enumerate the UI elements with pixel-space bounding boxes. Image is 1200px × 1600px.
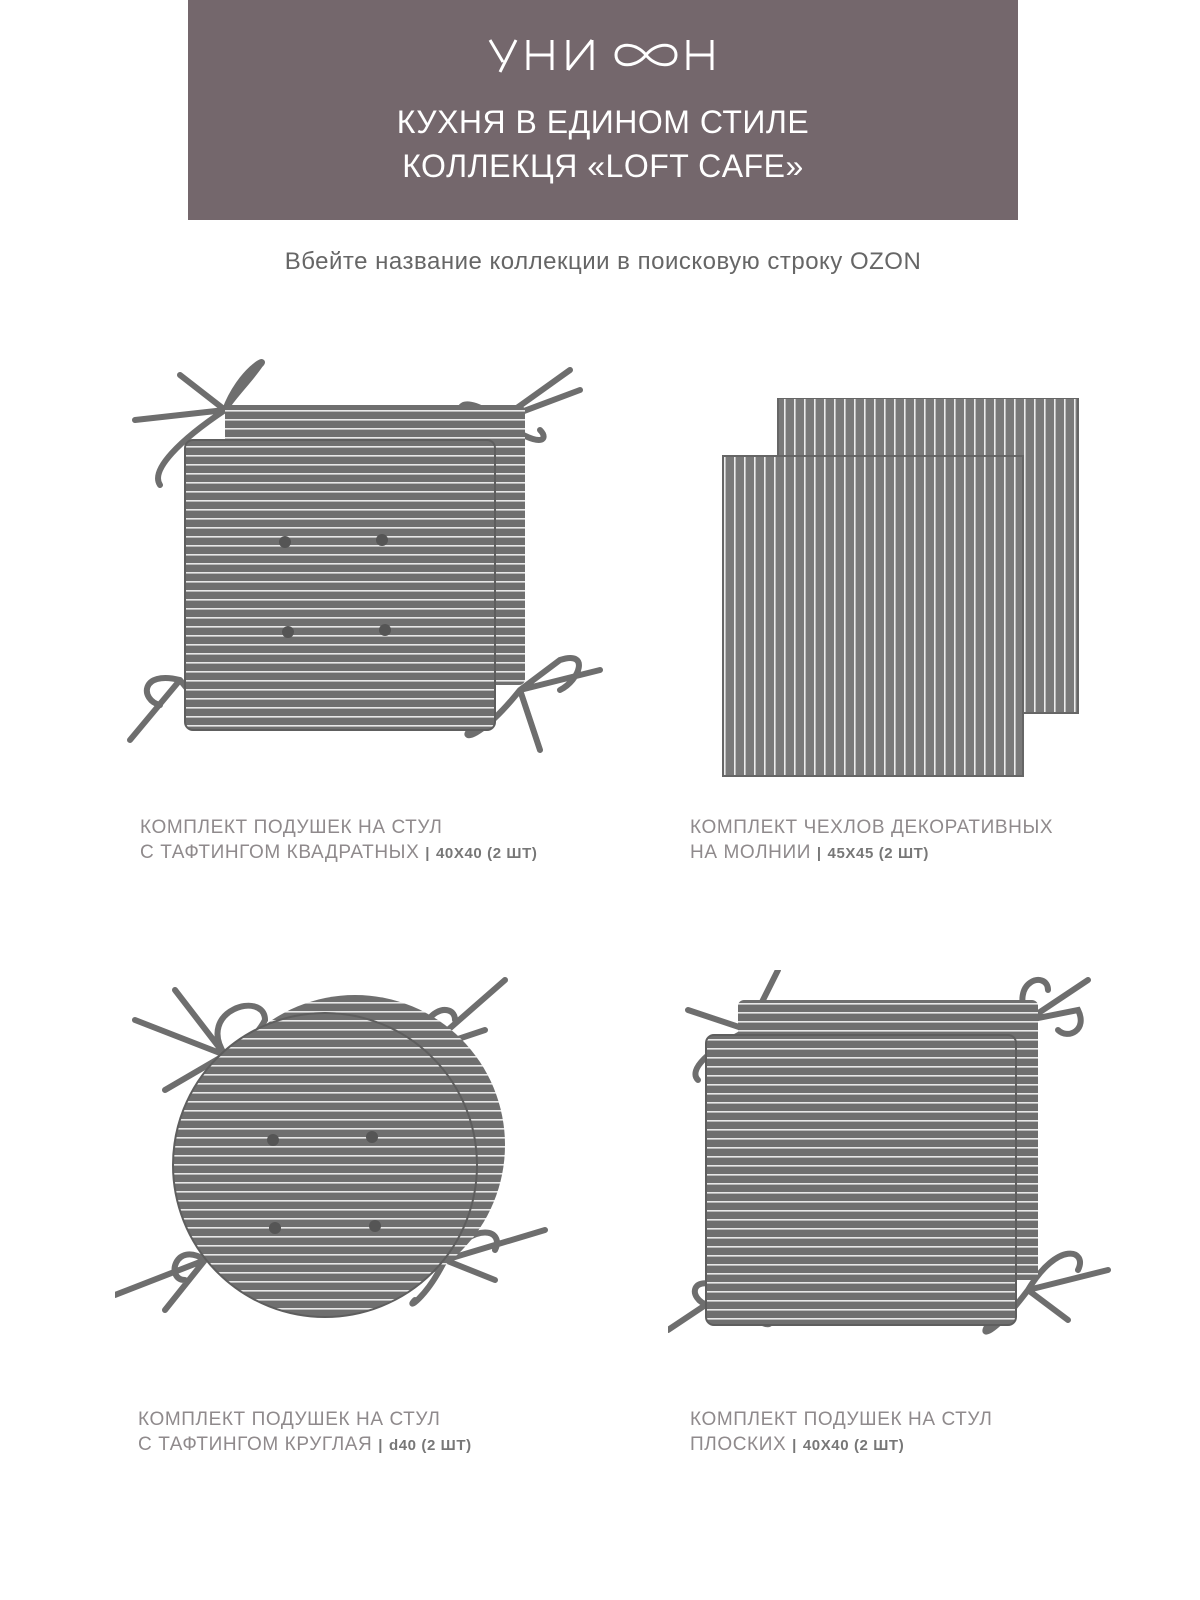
header-banner — [188, 0, 1018, 220]
collection-heading: КУХНЯ В ЕДИНОМ СТИЛЕ — [396, 104, 810, 140]
square-tufted-cushions-image — [120, 350, 620, 780]
collection-name: КОЛЛЕКЦЯ «LOFT CAFE» — [402, 148, 804, 184]
product-1-line1: КОМПЛЕКТ ПОДУШЕК НА СТУЛ — [140, 817, 443, 838]
round-tufted-cushions-image — [115, 960, 555, 1380]
product-4-line1: КОМПЛЕКТ ПОДУШЕК НА СТУЛ — [690, 1409, 993, 1430]
brand-logo — [188, 30, 1018, 80]
product-1-line2: С ТАФТИНГОМ КВАДРАТНЫХ — [140, 842, 420, 863]
product-2-size: 45X45 (2 ШТ) — [827, 845, 930, 862]
product-caption-1: КОМПЛЕКТ ПОДУШЕК НА СТУЛ С ТАФТИНГОМ КВАДРАТНЫХ | 40X40 (2 ШТ) — [140, 817, 538, 863]
search-hint: Вбейте название коллекции в поисковую строку OZON — [284, 248, 922, 275]
product-1-size: 40X40 (2 ШТ) — [435, 845, 538, 862]
product-caption-3: КОМПЛЕКТ ПОДУШЕК НА СТУЛ С ТАФТИНГОМ КРУГЛАЯ | d40 (2 ШТ) — [138, 1409, 472, 1455]
cushion-covers-image — [718, 398, 1083, 778]
product-4-line2: ПЛОСКИХ — [690, 1434, 787, 1455]
product-3-size: d40 (2 ШТ) — [388, 1437, 472, 1454]
product-3-line1: КОМПЛЕКТ ПОДУШЕК НА СТУЛ — [138, 1409, 441, 1430]
unison-logo-icon — [488, 30, 718, 80]
product-2-line2: НА МОЛНИИ — [690, 842, 811, 863]
product-4-size: 40X40 (2 ШТ) — [802, 1437, 905, 1454]
product-caption-4: КОМПЛЕКТ ПОДУШЕК НА СТУЛ ПЛОСКИХ | 40X40 (2 ШТ) — [690, 1409, 993, 1455]
product-2-line1: КОМПЛЕКТ ЧЕХЛОВ ДЕКОРАТИВНЫХ — [690, 817, 1054, 838]
product-3-line2: С ТАФТИНГОМ КРУГЛАЯ — [138, 1434, 373, 1455]
flat-cushions-image — [668, 970, 1138, 1380]
product-caption-2: КОМПЛЕКТ ЧЕХЛОВ ДЕКОРАТИВНЫХ НА МОЛНИИ | 45X45 (2 ШТ) — [690, 817, 1054, 863]
